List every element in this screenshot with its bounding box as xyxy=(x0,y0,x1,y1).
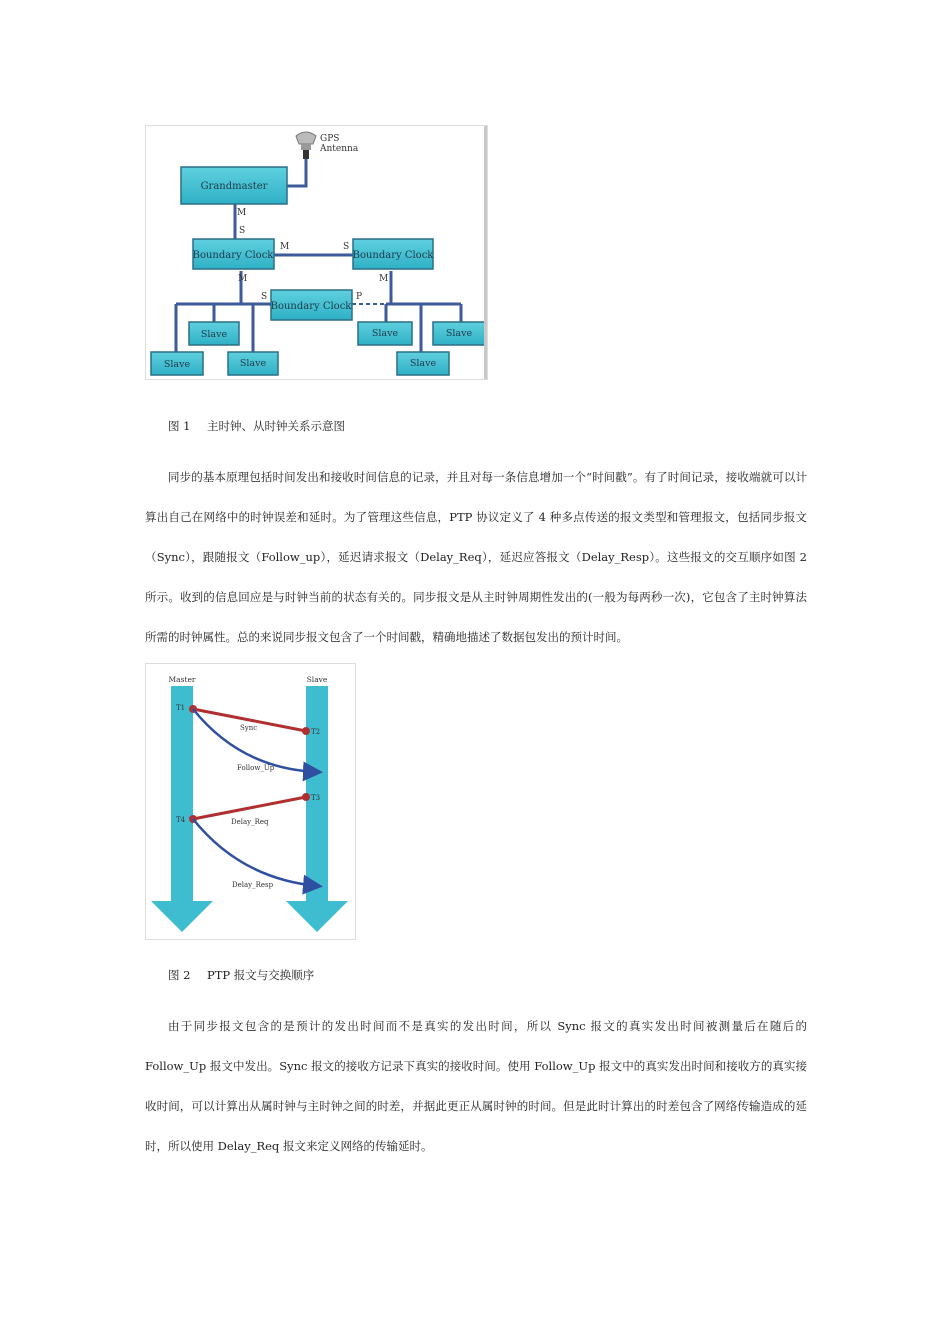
port-label-m-2: M xyxy=(280,242,290,252)
slave-label-2: Slave xyxy=(163,359,191,370)
port-label-s-1: S xyxy=(239,226,246,236)
paragraph-2: 由于同步报文包含的是预计的发出时间而不是真实的发出时间，所以 Sync 报文的真实发出时间被测量后在随后的 Follow_Up 报文中发出。Sync 报文的接收方记录下真实的接收时间。使用 Follow_Up 报文中的真实发出时间和接收方的真实接收时间，可以计算出从属时钟与主时钟之间的时差，并据此更正从属时钟的时间。但是此时计算出的时差包含了网络传输造成的延时，所以使用 Delay_Req 报文来定义网络的传输延时。 xyxy=(145,1019,807,1153)
slave-label-6: Slave xyxy=(409,358,437,369)
slave-label-5: Slave xyxy=(445,328,473,339)
figure-2-ptp-message-sequence xyxy=(145,663,356,940)
figure-1-caption xyxy=(168,418,345,434)
t1-label: T1 xyxy=(176,704,186,712)
port-label-m-1: M xyxy=(237,208,247,218)
t3-label: T3 xyxy=(311,794,321,802)
figure-1-caption-number: 图 1 xyxy=(168,419,191,433)
t3-point xyxy=(302,793,310,801)
gps-antenna-icon xyxy=(296,132,316,159)
clock-hierarchy-diagram xyxy=(146,126,487,379)
gps-label-line1: GPS xyxy=(320,134,340,144)
delay-req-arrow xyxy=(193,797,306,819)
boundary-clock-middle-label: Boundary Clock xyxy=(270,301,352,312)
gps-label-line2: Antenna xyxy=(320,144,359,154)
t2-point xyxy=(302,727,310,735)
delay-req-label: Delay_Req xyxy=(231,818,269,826)
figure-1-clock-hierarchy xyxy=(145,125,488,380)
grandmaster-label: Grandmaster xyxy=(200,181,268,192)
figure-2-caption-text: PTP 报文与交换顺序 xyxy=(207,968,315,982)
boundary-clock-right-label: Boundary Clock xyxy=(352,250,434,261)
ptp-sequence-diagram xyxy=(146,664,355,939)
t2-label: T2 xyxy=(311,728,321,736)
port-label-m-4: M xyxy=(379,274,389,284)
slave-timeline xyxy=(286,686,348,932)
paragraph-1: 同步的基本原理包括时间发出和接收时间信息的记录，并且对每一条信息增加一个“时间戳”。有了时间记录，接收端就可以计算出自己在网络中的时钟误差和延时。为了管理这些信息，PTP 协议定义了 4 种多点传送的报文类型和管理报文，包括同步报文（Sync），跟随报文（Follow_up），延迟请求报文（Delay_Req），延迟应答报文（Delay_Resp）。这些报文的交互顺序如图 2 所示。收到的信息回应是与时钟当前的状态有关的。同步报文是从主时钟周期性发出的(一般为每两秒一次)，它包含了主时钟算法所需的时钟属性。总的来说同步报文包含了一个时间戳，精确地描述了数据包发出的预计时间。 xyxy=(145,470,807,644)
t4-label: T4 xyxy=(176,816,186,824)
port-label-m-3: M xyxy=(238,274,248,284)
boundary-clock-left-label: Boundary Clock xyxy=(192,250,274,261)
delay-resp-label: Delay_Resp xyxy=(232,881,274,889)
slave-label-1: Slave xyxy=(200,329,228,340)
follow-up-arrow xyxy=(193,709,321,772)
delay-resp-arrow xyxy=(193,819,318,886)
port-label-s-3: S xyxy=(261,292,268,302)
figure-1-caption-text: 主时钟、从时钟关系示意图 xyxy=(207,419,345,433)
figure-2-caption-number: 图 2 xyxy=(168,968,191,982)
port-label-s-2: S xyxy=(343,242,350,252)
slave-label-4: Slave xyxy=(371,328,399,339)
master-label: Master xyxy=(168,675,196,684)
sync-label: Sync xyxy=(240,724,258,732)
slave-label: Slave xyxy=(306,675,328,684)
figure-2-caption xyxy=(168,967,314,983)
port-label-p: P xyxy=(356,292,363,302)
slave-label-3: Slave xyxy=(239,358,267,369)
follow-up-label: Follow_Up xyxy=(237,764,275,772)
figure-edge xyxy=(484,126,487,379)
